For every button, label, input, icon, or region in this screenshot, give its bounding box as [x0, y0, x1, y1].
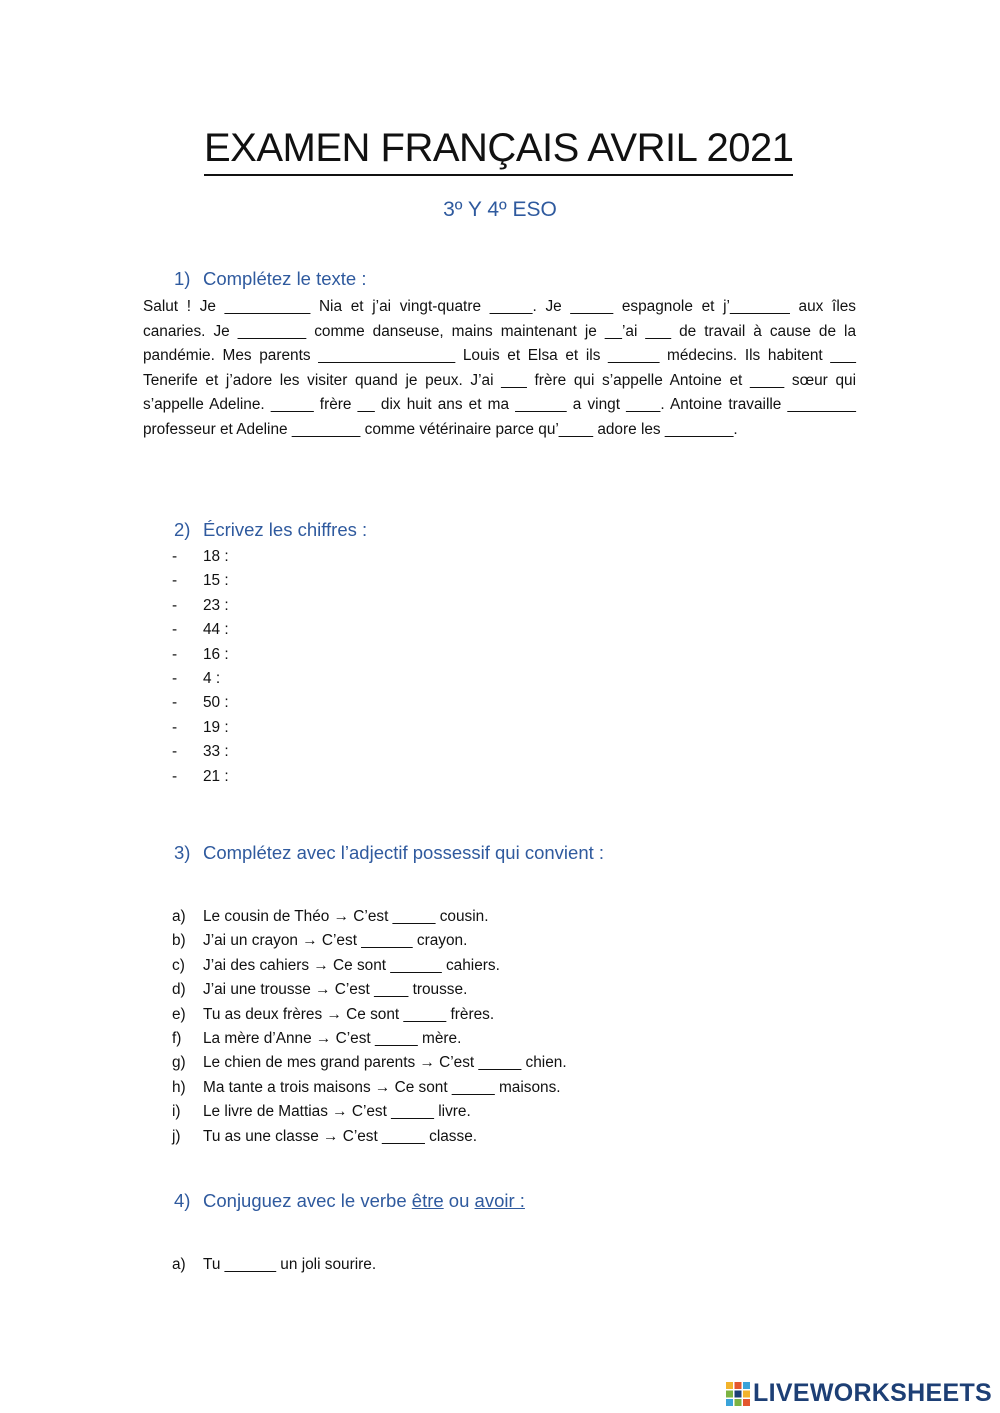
conjugation-list [172, 1253, 376, 1277]
list-item: e) Tu as deux frères → Ce sont _____ frères. [172, 1005, 495, 1023]
section-4-heading [174, 1190, 525, 1212]
section-number: 4) [174, 1190, 191, 1211]
section-3-heading [174, 842, 604, 864]
section-2-heading [174, 519, 367, 541]
logo-text: LIVEWORKSHEETS [753, 1379, 992, 1407]
list-item: - 50 : [172, 694, 229, 712]
page-title: EXAMEN FRANÇAIS AVRIL 2021 [204, 122, 793, 176]
section-title-prefix: Conjuguez avec le verbe [203, 1190, 412, 1211]
list-item: d) J’ai une trousse → C’est ____ trousse. [172, 981, 468, 999]
list-item: c) J’ai des cahiers → Ce sont ______ cahiers. [172, 956, 500, 974]
list-item: - 15 : [172, 572, 229, 590]
list-item: - 33 : [172, 743, 229, 761]
section-title: Complétez le texte : [203, 268, 367, 289]
section-title: Complétez avec l’adjectif possessif qui convient : [203, 842, 605, 863]
verb-etre: être [411, 1190, 444, 1211]
list-item: - 21 : [172, 767, 229, 785]
fill-in-text: Salut ! Je __________ Nia et j’ai vingt-quatre _____. Je _____ espagnole et j’_______ aux îles canaries. Je ________ comme danseuse, mains maintenant je __’ai ___ de travail à cause de la pandémie. Mes parents ________________ Louis et Elsa et ils ______ médecins. Ils habitent ___ Tenerife et j’adore les visiter quand je peux. J’ai ___ frère qui s’appelle Antoine et ____ sœur qui s’appelle Adeline. _____ frère __ dix huit ans et ma ______ a vingt ____. Antoine travaille ________ professeur et Adeline ________ comme vétérinaire parce qu’____ adore les ________. [143, 298, 856, 438]
list-item: a) Le cousin de Théo → C’est _____ cousin. [172, 908, 489, 925]
list-item: - 4 : [172, 669, 221, 687]
list-item: - 19 : [172, 718, 229, 736]
possessive-list [172, 905, 567, 1149]
liveworksheets-logo[interactable] [725, 1379, 992, 1408]
list-item: - 18 : [172, 548, 229, 565]
section-number: 1) [174, 268, 191, 289]
subtitle: 3º Y 4º ESO [443, 198, 557, 221]
numbers-list [172, 545, 229, 789]
list-item: g) Le chien de mes grand parents → C’est _____ chien. [172, 1054, 567, 1072]
list-item: h) Ma tante a trois maisons → Ce sont _____ maisons. [172, 1078, 561, 1096]
liveworksheets-logo-icon [725, 1381, 751, 1407]
list-item: i) Le livre de Mattias → C’est _____ livre. [172, 1103, 471, 1121]
list-item: - 16 : [172, 645, 229, 663]
list-item: - 23 : [172, 596, 229, 614]
verb-avoir: avoir : [474, 1190, 525, 1211]
section-title-or: ou [443, 1190, 475, 1211]
section-number: 2) [174, 519, 191, 540]
list-item: f) La mère d’Anne → C’est _____ mère. [172, 1029, 462, 1047]
list-item: j) Tu as une classe → C’est _____ classe. [172, 1127, 478, 1145]
list-item: b) J’ai un crayon → C’est ______ crayon. [172, 932, 468, 950]
section-number: 3) [174, 842, 191, 863]
section-1-heading [174, 268, 367, 290]
list-item: - 44 : [172, 621, 229, 639]
section-title: Écrivez les chiffres : [203, 519, 368, 540]
list-item: a) Tu ______ un joli sourire. [172, 1256, 377, 1273]
